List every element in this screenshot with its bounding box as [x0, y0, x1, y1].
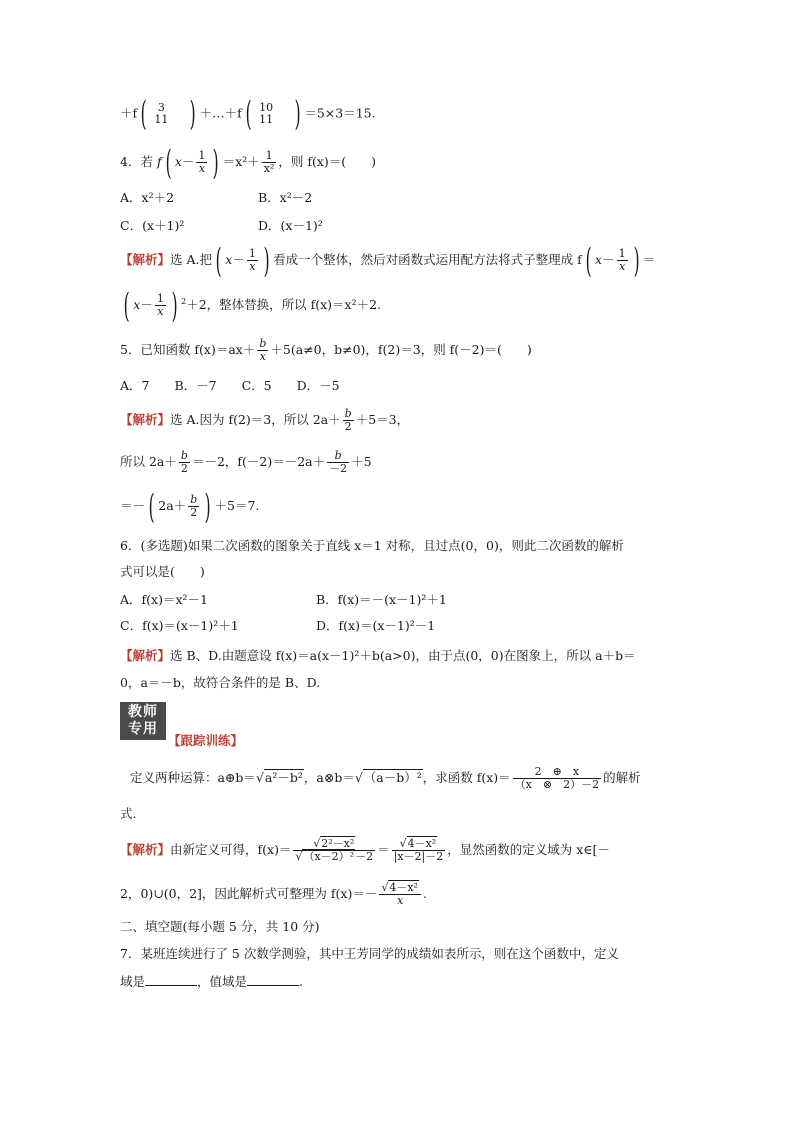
q5-options: A．7 B．－7 C．5 D．－5: [120, 378, 340, 393]
domain-blank[interactable]: [145, 985, 197, 986]
answer-6-line1: 【解析】选 B、D.由题意设 f(x)＝a(x－1)²＋b(a>0)，由于点(0，0)在图象上，所以 a＋b＝: [120, 648, 636, 663]
answer-6-line2: 0，a＝－b，故符合条件的是 B、D.: [120, 675, 321, 690]
tracking-practice-title: 【跟踪训练】: [168, 733, 244, 748]
section-2-title: 二、填空题(每小题 5 分，共 10 分): [120, 919, 320, 934]
tracking-answer-line2: 2，0)∪(0，2]，因此解析式可整理为 f(x)＝－ $\frac{\text{√4－x²}}{x}$ .: [120, 881, 427, 908]
answer-4-line2: ( x－ $\frac{1}{x}$ ) $^2$＋2，整体替换，所以 f(x)＝x²＋2.: [123, 285, 382, 326]
tracking-problem-line2: 式.: [120, 806, 137, 821]
q4-option-c: C．(x＋1)²: [120, 218, 185, 233]
tracking-answer-line1: 【解析】由新定义可得，f(x)＝ $\frac{\text{√2²－x²}}{\text{√（x－2）²－2}}$ ＝ $\frac{\text{√4－x²}}{|x-2|-2}$ ，显然函数的定义域为 x∈[－: [120, 837, 610, 864]
teacher-only-badge: 教师 专用: [120, 702, 166, 740]
question-6-line2: 式可以是( ): [120, 564, 205, 579]
continuation-line: ＋f ( 3 11 ) ＋…＋f ( 10 11 ) ＝5×3＝15.: [120, 94, 376, 135]
question-7-line2: 域是 ，值域是 .: [120, 974, 304, 989]
answer-5-line3: ＝－ ( 2a＋ $\frac{b}{2}$ ) ＋5＝7.: [120, 486, 260, 527]
question-4: 4．若 f ( x－ $\frac{1}{x}$ ) ＝x²＋ $\frac{1}{\text{x²}}$ ，则 f(x)＝( ): [120, 142, 377, 183]
question-6-line1: 6．(多选题)如果二次函数的图象关于直线 x＝1 对称，且过点(0，0)，则此二次函数的解析: [120, 538, 624, 553]
question-5: 5．已知函数 f(x)＝ax＋ $\frac{b}{x}$ ＋5(a≠0，b≠0)，f(2)＝3，则 f(－2)＝( ): [120, 337, 532, 364]
tracking-problem-line1: 定义两种运算：a⊕b＝√a²－b²，a⊗b＝√（a－b）²，求函数 f(x)＝ $\frac{2 \oplus x}{(x \otimes 2)-2}$ 的解析: [130, 765, 641, 792]
q6-option-d: D．f(x)＝(x－1)²－1: [316, 618, 436, 633]
q6-option-a: A．f(x)＝x²－1: [120, 592, 208, 607]
answer-4-line1: 【解析】选 A.把 ( x－ $\frac{1}{x}$ ) 看成一个整体，然后对函数式运用配方法将式子整理成 f ( x－ $\frac{1}{x}$ ) ＝: [120, 240, 656, 281]
answer-5-line2: 所以 2a＋ $\frac{b}{2}$ ＝－2，f(－2)＝－2a＋ $\frac{b}{-2}$ ＋5: [120, 449, 372, 476]
q4-option-b: B．x²－2: [258, 190, 313, 205]
answer-5-line1: 【解析】选 A.因为 f(2)＝3，所以 2a＋ $\frac{b}{2}$ ＋5＝3，: [120, 407, 410, 434]
range-blank[interactable]: [247, 985, 299, 986]
q6-option-b: B．f(x)＝－(x－1)²＋1: [316, 592, 447, 607]
question-7-line1: 7．某班连续进行了 5 次数学测验，其中王芳同学的成绩如表所示，则在这个函数中，定义: [120, 946, 619, 961]
q4-option-d: D．(x－1)²: [258, 218, 323, 233]
q4-option-a: A．x²＋2: [120, 190, 175, 205]
q6-option-c: C．f(x)＝(x－1)²＋1: [120, 618, 239, 633]
